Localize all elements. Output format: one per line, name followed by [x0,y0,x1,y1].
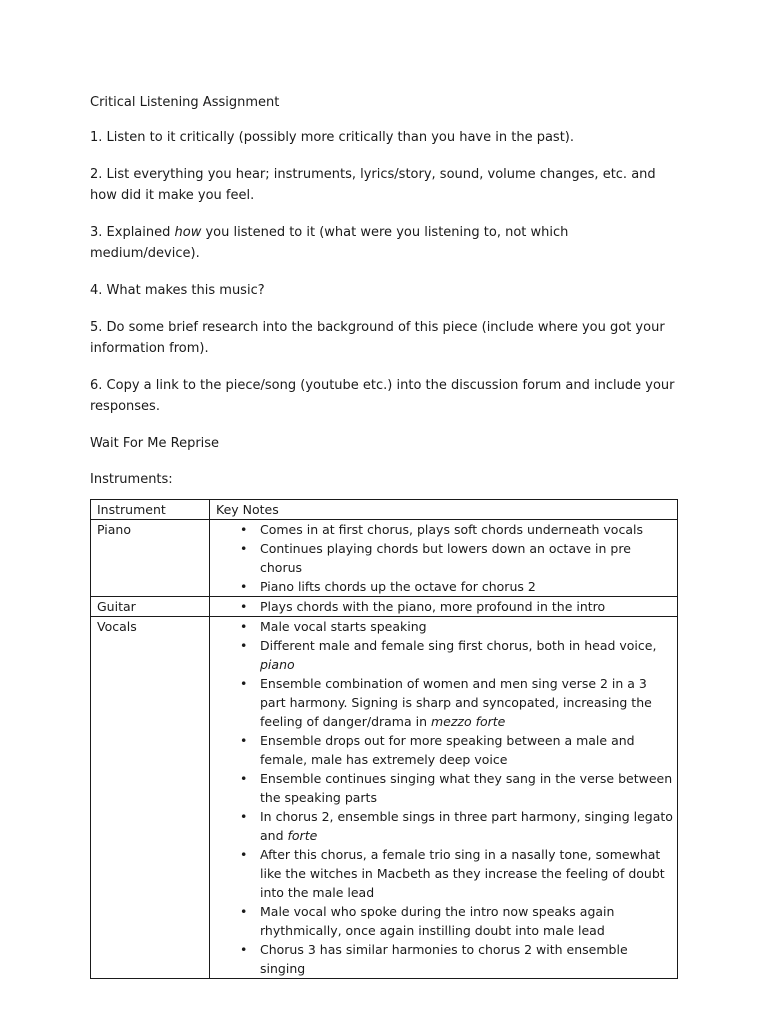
note-text: Ensemble combination of women and men sing verse 2 in a 3 part harmony. Signing is sharp and syncopated, increasing the feeling of danger/drama in [260,676,652,729]
note-text: Male vocal who spoke during the intro now speaks again rhythmically, once again instilling doubt into male lead [260,904,615,938]
table-row-vocals [91,617,678,979]
instrument-name: Piano [91,520,210,597]
instrument-notes-table [90,499,678,979]
list-item [216,636,673,674]
list-item [216,617,673,636]
key-notes-list [216,597,673,616]
instrument-name: Vocals [91,617,210,979]
table-row-guitar [91,597,678,617]
note-text: After this chorus, a female trio sing in a nasally tone, somewhat like the witches in Macbeth as they increase the feeling of doubt into the male lead [260,847,665,900]
table-row-piano [91,520,678,597]
list-item: • Comes in at first chorus, plays soft chords underneath vocals [216,520,673,539]
note-text: Ensemble drops out for more speaking between a male and female, male has extremely deep voice [260,733,635,767]
note-text: Chorus 3 has similar harmonies to chorus 2 with ensemble singing [260,942,628,976]
note-text: Different male and female sing first chorus, both in head voice, [260,638,657,653]
question-4: 4. What makes this music? [90,283,265,298]
question-3-text-end: you listened to it (what were you listening to, not which medium/device). [90,225,569,261]
question-3-text-start: 3. Explained [90,225,175,240]
list-item [216,731,673,769]
list-item [216,940,673,978]
dynamic-marking: mezzo forte [430,714,506,729]
song-title: Wait For Me Reprise [90,436,220,451]
list-item [216,845,673,902]
header-instrument: Instrument [91,500,210,520]
key-notes-cell [210,520,678,597]
list-item: • Continues playing chords but lowers down an octave in pre chorus [216,539,673,577]
note-text: In chorus 2, ensemble sings in three part harmony, singing legato and [260,809,673,843]
list-item [216,674,673,731]
document-page [90,93,680,979]
header-key-notes: Key Notes [210,500,678,520]
key-notes-cell [210,617,678,979]
list-item [216,769,673,807]
document-title: Critical Listening Assignment [90,95,280,110]
question-2: 2. List everything you hear; instruments, lyrics/story, sound, volume changes, etc. and how did it make you feel. [90,167,656,203]
key-notes-list [216,520,673,596]
question-5: 5. Do some brief research into the background of this piece (include where you got your information from). [90,320,665,356]
list-item [216,807,673,845]
question-3 [90,222,680,264]
dynamic-marking: piano [260,657,295,672]
list-item [216,902,673,940]
question-3-emphasis: how [174,225,202,240]
key-notes-list [216,617,673,978]
table-header-row [91,500,678,520]
key-notes-cell [210,597,678,617]
note-text: Ensemble continues singing what they sang in the verse between the speaking parts [260,771,673,805]
note-text: Male vocal starts speaking [260,619,427,634]
instruments-heading: Instruments: [90,472,173,487]
list-item: • Plays chords with the piano, more profound in the intro [216,597,673,616]
list-item: • Piano lifts chords up the octave for chorus 2 [216,577,673,596]
instrument-name: Guitar [91,597,210,617]
question-6: 6. Copy a link to the piece/song (youtube etc.) into the discussion forum and include your responses. [90,378,675,414]
dynamic-marking: forte [287,828,318,843]
question-1: 1. Listen to it critically (possibly more critically than you have in the past). [90,130,575,145]
